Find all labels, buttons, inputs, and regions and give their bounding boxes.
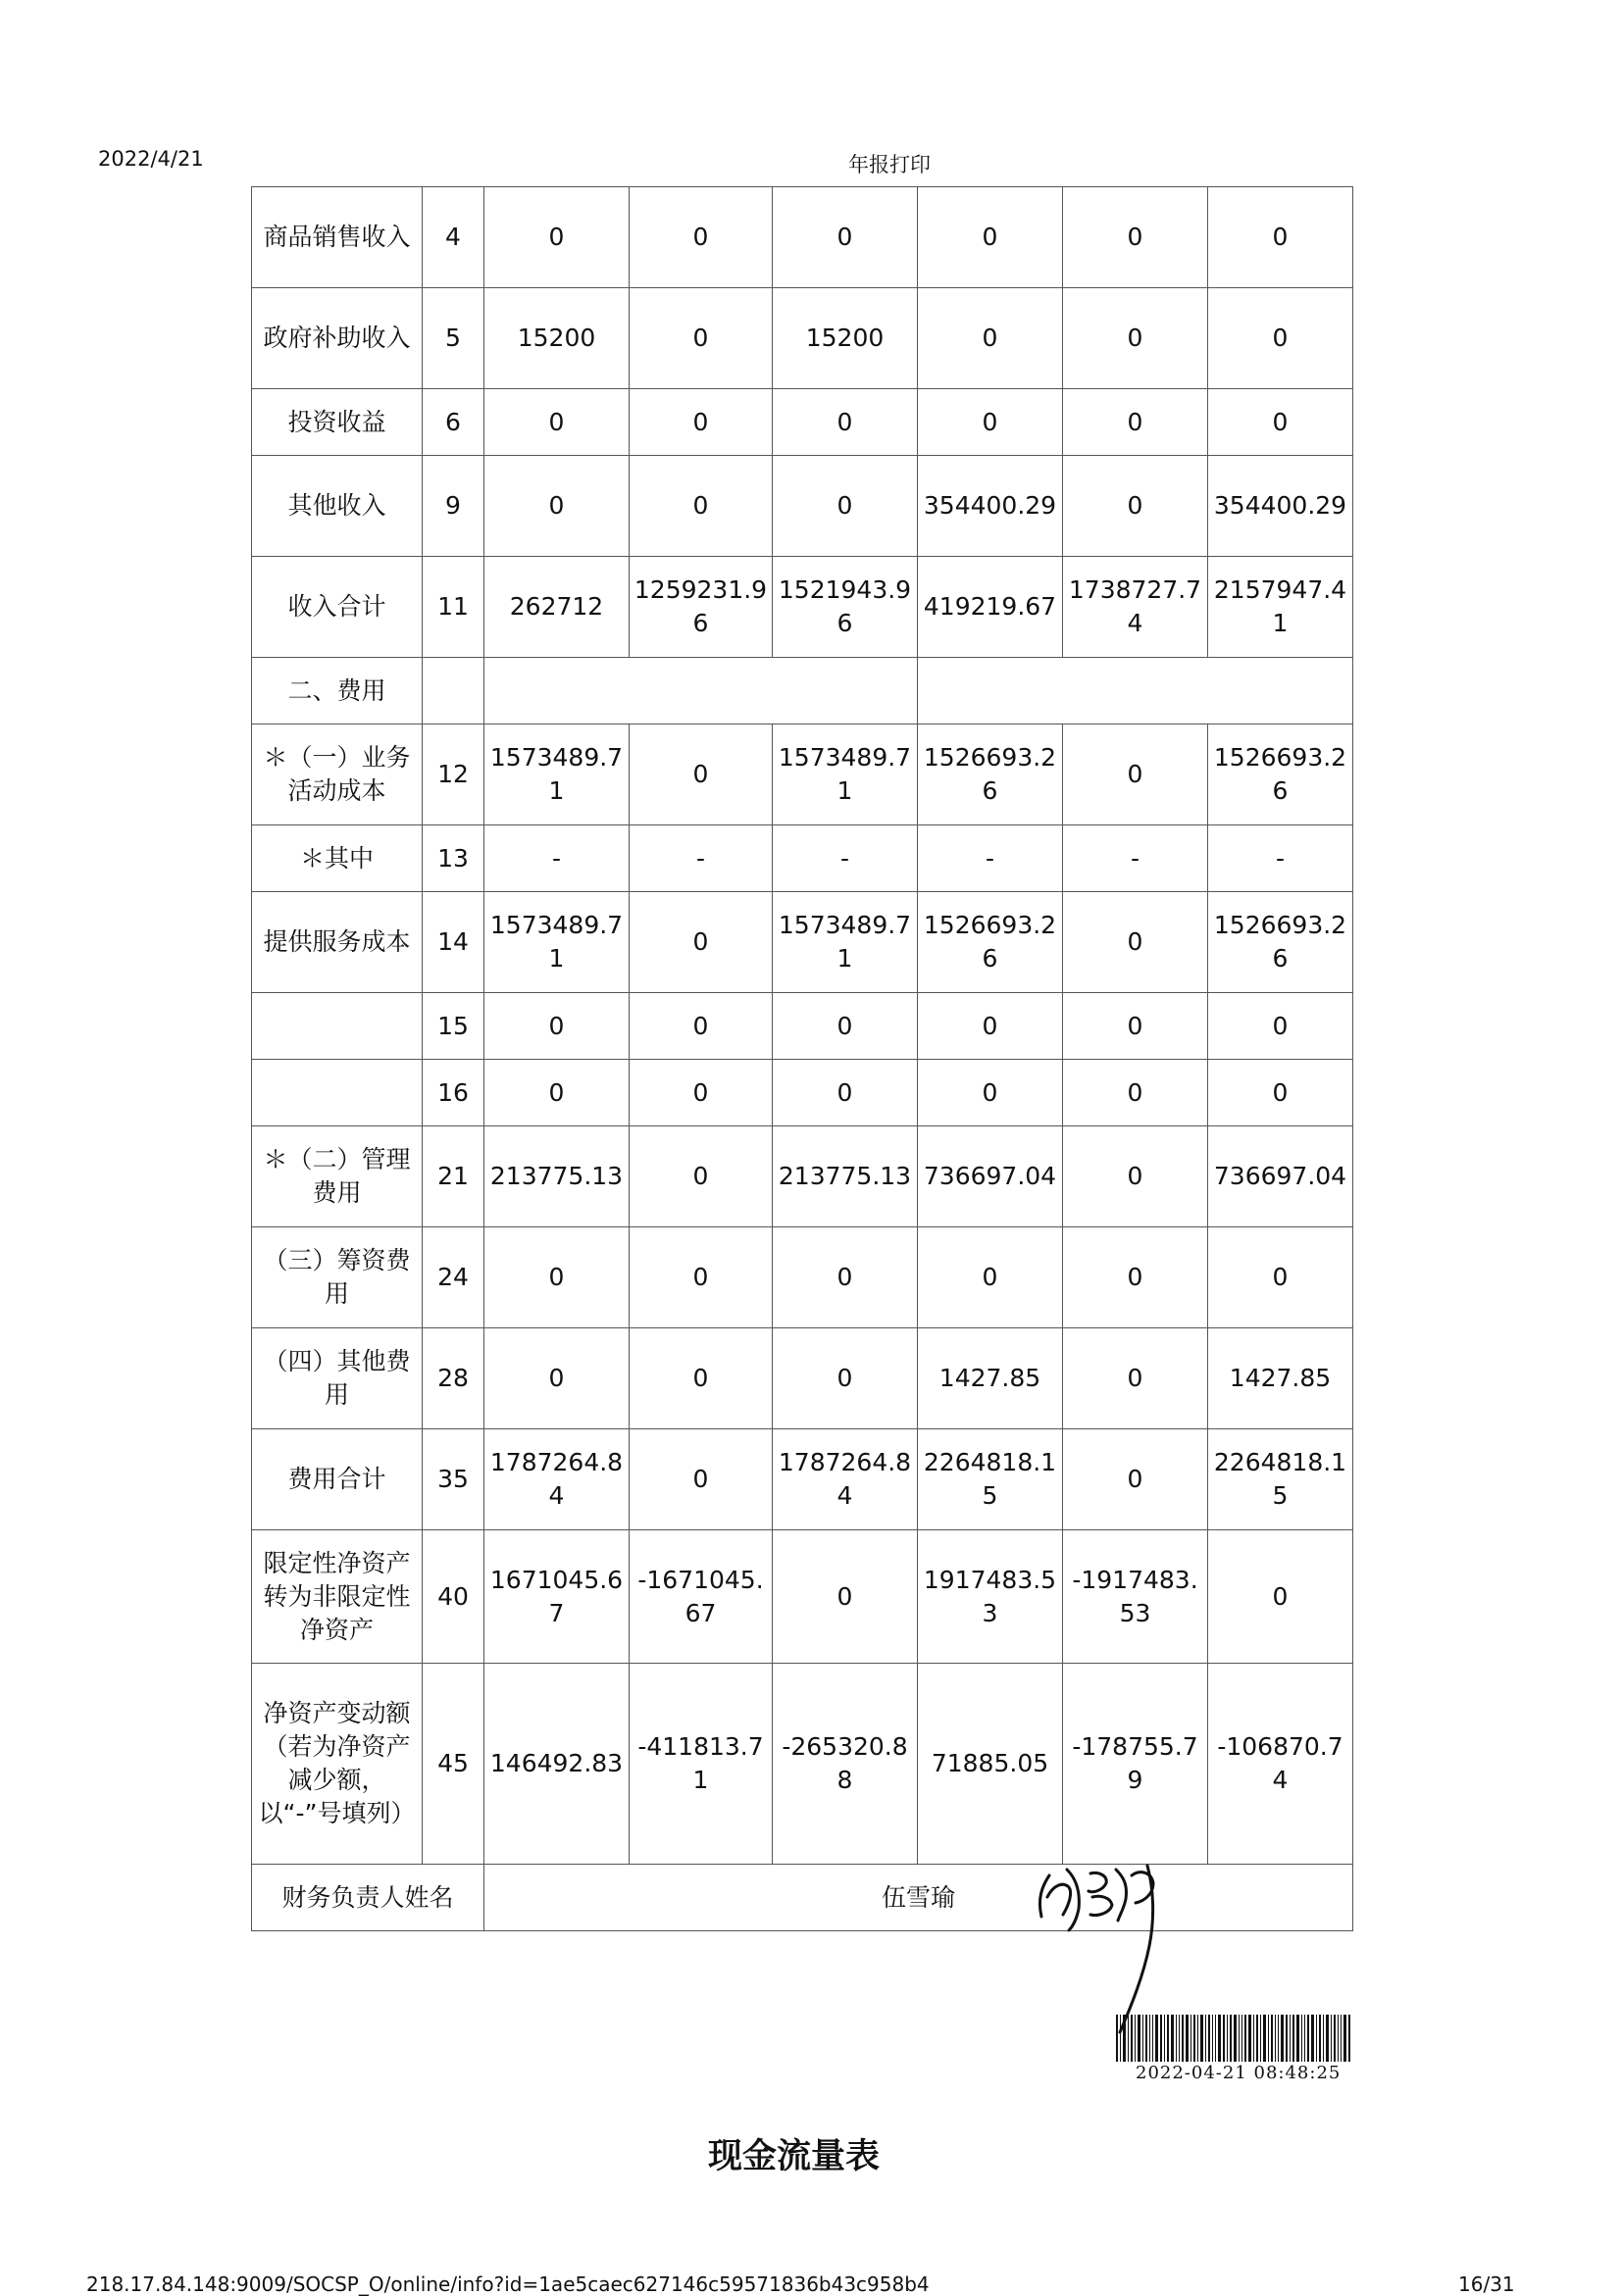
row-number: 12 [423,724,484,825]
value-cell: - [1208,825,1353,892]
footer-url: 218.17.84.148:9009/SOCSP_O/online/info?id=1ae5caec627146c59571836b43c958b4 [86,2272,930,2296]
value-cell: 419219.67 [918,557,1063,658]
table-row [252,1328,1353,1429]
row-label: ＊其中 [252,825,423,892]
row-number: 13 [423,825,484,892]
table-row [252,1060,1353,1126]
value-cell: 0 [630,892,773,993]
value-cell: 0 [484,1328,630,1429]
value-cell: 354400.29 [918,456,1063,557]
value-cell: 736697.04 [1208,1126,1353,1227]
value-cell: 0 [1208,993,1353,1060]
value-cell: 0 [1208,1227,1353,1328]
value-cell: 0 [630,288,773,389]
value-cell: 0 [1208,389,1353,456]
value-cell: 0 [773,1060,918,1126]
value-cell: 1427.85 [1208,1328,1353,1429]
row-label [252,1060,423,1126]
value-cell: 1787264.84 [773,1429,918,1530]
value-cell: 0 [630,389,773,456]
value-cell: 1917483.53 [918,1530,1063,1664]
value-cell: 0 [1208,288,1353,389]
value-cell: 0 [630,187,773,288]
value-cell: 1573489.71 [484,892,630,993]
value-cell: -1671045.67 [630,1530,773,1664]
print-date: 2022/4/21 [98,147,204,171]
value-cell: 0 [484,456,630,557]
value-cell: 0 [773,1227,918,1328]
row-number: 28 [423,1328,484,1429]
row-label: 费用合计 [252,1429,423,1530]
table-row [252,288,1353,389]
empty-cell [918,658,1353,724]
value-cell: 0 [918,993,1063,1060]
table-row [252,892,1353,993]
row-label: 商品销售收入 [252,187,423,288]
table-row [252,389,1353,456]
value-cell: 2157947.41 [1208,557,1353,658]
row-number: 11 [423,557,484,658]
value-cell: 1573489.71 [484,724,630,825]
value-cell: 1787264.84 [484,1429,630,1530]
row-number: 45 [423,1664,484,1865]
value-cell: - [918,825,1063,892]
value-cell: -411813.71 [630,1664,773,1865]
value-cell: 0 [773,389,918,456]
value-cell: 0 [630,1126,773,1227]
table-row [252,187,1353,288]
value-cell: 0 [918,187,1063,288]
section-label: 二、费用 [252,658,423,724]
value-cell: 0 [630,1060,773,1126]
value-cell: 0 [773,456,918,557]
table-row [252,456,1353,557]
value-cell: 354400.29 [1208,456,1353,557]
row-number: 5 [423,288,484,389]
row-label: ＊（二）管理费用 [252,1126,423,1227]
value-cell: 146492.83 [484,1664,630,1865]
value-cell: 0 [773,993,918,1060]
value-cell: 213775.13 [773,1126,918,1227]
table-row [252,1429,1353,1530]
finance-head-name: 伍雪瑜 [484,1865,1353,1931]
value-cell: 2264818.15 [918,1429,1063,1530]
row-label: ＊（一）业务活动成本 [252,724,423,825]
value-cell: 0 [1063,993,1208,1060]
value-cell: 0 [1208,1060,1353,1126]
table-row [252,1227,1353,1328]
value-cell: 0 [1063,1328,1208,1429]
value-cell: 0 [918,1227,1063,1328]
value-cell: 0 [484,1227,630,1328]
row-number: 21 [423,1126,484,1227]
barcode [1116,2015,1351,2062]
value-cell: 0 [630,724,773,825]
row-label [252,993,423,1060]
value-cell: 0 [1063,892,1208,993]
value-cell: 0 [1063,1227,1208,1328]
value-cell: 1526693.26 [1208,724,1353,825]
value-cell: 1573489.71 [773,892,918,993]
value-cell: 0 [1063,187,1208,288]
finance-head-label: 财务负责人姓名 [252,1865,484,1931]
value-cell: 0 [918,1060,1063,1126]
financial-table [251,186,1353,1931]
value-cell: - [1063,825,1208,892]
row-label: 提供服务成本 [252,892,423,993]
value-cell: 0 [1208,187,1353,288]
row-label: 投资收益 [252,389,423,456]
value-cell: 0 [630,993,773,1060]
table-row [252,825,1353,892]
table-row [252,1530,1353,1664]
value-cell: 0 [484,389,630,456]
value-cell: 71885.05 [918,1664,1063,1865]
value-cell: 1521943.96 [773,557,918,658]
value-cell: 1738727.74 [1063,557,1208,658]
value-cell: 0 [773,1530,918,1664]
row-label: （三）筹资费用 [252,1227,423,1328]
page-number: 16/31 [1458,2272,1515,2296]
value-cell: 0 [1063,724,1208,825]
value-cell: 15200 [773,288,918,389]
value-cell: 0 [484,187,630,288]
value-cell: 1573489.71 [773,724,918,825]
row-number: 14 [423,892,484,993]
barcode-timestamp: 2022-04-21 08:48:25 [1136,2063,1342,2083]
value-cell: -265320.88 [773,1664,918,1865]
value-cell: 0 [1063,1126,1208,1227]
value-cell: 0 [1063,1060,1208,1126]
value-cell: 0 [1063,288,1208,389]
row-number: 6 [423,389,484,456]
value-cell: 0 [1063,1429,1208,1530]
row-label: 净资产变动额（若为净资产减少额，以“-”号填列） [252,1664,423,1865]
section-title: 现金流量表 [708,2137,881,2176]
row-label: 政府补助收入 [252,288,423,389]
value-cell: 0 [630,1227,773,1328]
row-number: 16 [423,1060,484,1126]
value-cell: 262712 [484,557,630,658]
table-row [252,1664,1353,1865]
row-label: 其他收入 [252,456,423,557]
empty-cell [484,658,918,724]
value-cell: 1526693.26 [1208,892,1353,993]
value-cell: 736697.04 [918,1126,1063,1227]
row-label: 限定性净资产转为非限定性净资产 [252,1530,423,1664]
row-label: （四）其他费用 [252,1328,423,1429]
value-cell: 1526693.26 [918,724,1063,825]
page-header-title: 年报打印 [848,153,931,176]
value-cell: 0 [484,993,630,1060]
value-cell: 15200 [484,288,630,389]
value-cell: 1259231.96 [630,557,773,658]
value-cell: 0 [630,456,773,557]
value-cell: 2264818.15 [1208,1429,1353,1530]
value-cell: 0 [1063,389,1208,456]
row-number: 40 [423,1530,484,1664]
row-number: 9 [423,456,484,557]
table-row [252,724,1353,825]
value-cell: 0 [918,288,1063,389]
table-row [252,993,1353,1060]
value-cell: 1526693.26 [918,892,1063,993]
row-number: 35 [423,1429,484,1530]
row-label: 收入合计 [252,557,423,658]
value-cell: -178755.79 [1063,1664,1208,1865]
value-cell: 0 [1063,456,1208,557]
table-row [252,557,1353,658]
row-number [423,658,484,724]
value-cell: -1917483.53 [1063,1530,1208,1664]
row-number: 24 [423,1227,484,1328]
value-cell: 0 [918,389,1063,456]
table-row [252,658,1353,724]
value-cell: 0 [1208,1530,1353,1664]
value-cell: - [630,825,773,892]
value-cell: - [484,825,630,892]
value-cell: 213775.13 [484,1126,630,1227]
table-row [252,1126,1353,1227]
value-cell: -106870.74 [1208,1664,1353,1865]
value-cell: 0 [773,1328,918,1429]
value-cell: 1427.85 [918,1328,1063,1429]
value-cell: 0 [630,1429,773,1530]
value-cell: 0 [630,1328,773,1429]
row-number: 15 [423,993,484,1060]
value-cell: - [773,825,918,892]
value-cell: 0 [484,1060,630,1126]
value-cell: 1671045.67 [484,1530,630,1664]
value-cell: 0 [773,187,918,288]
row-number: 4 [423,187,484,288]
